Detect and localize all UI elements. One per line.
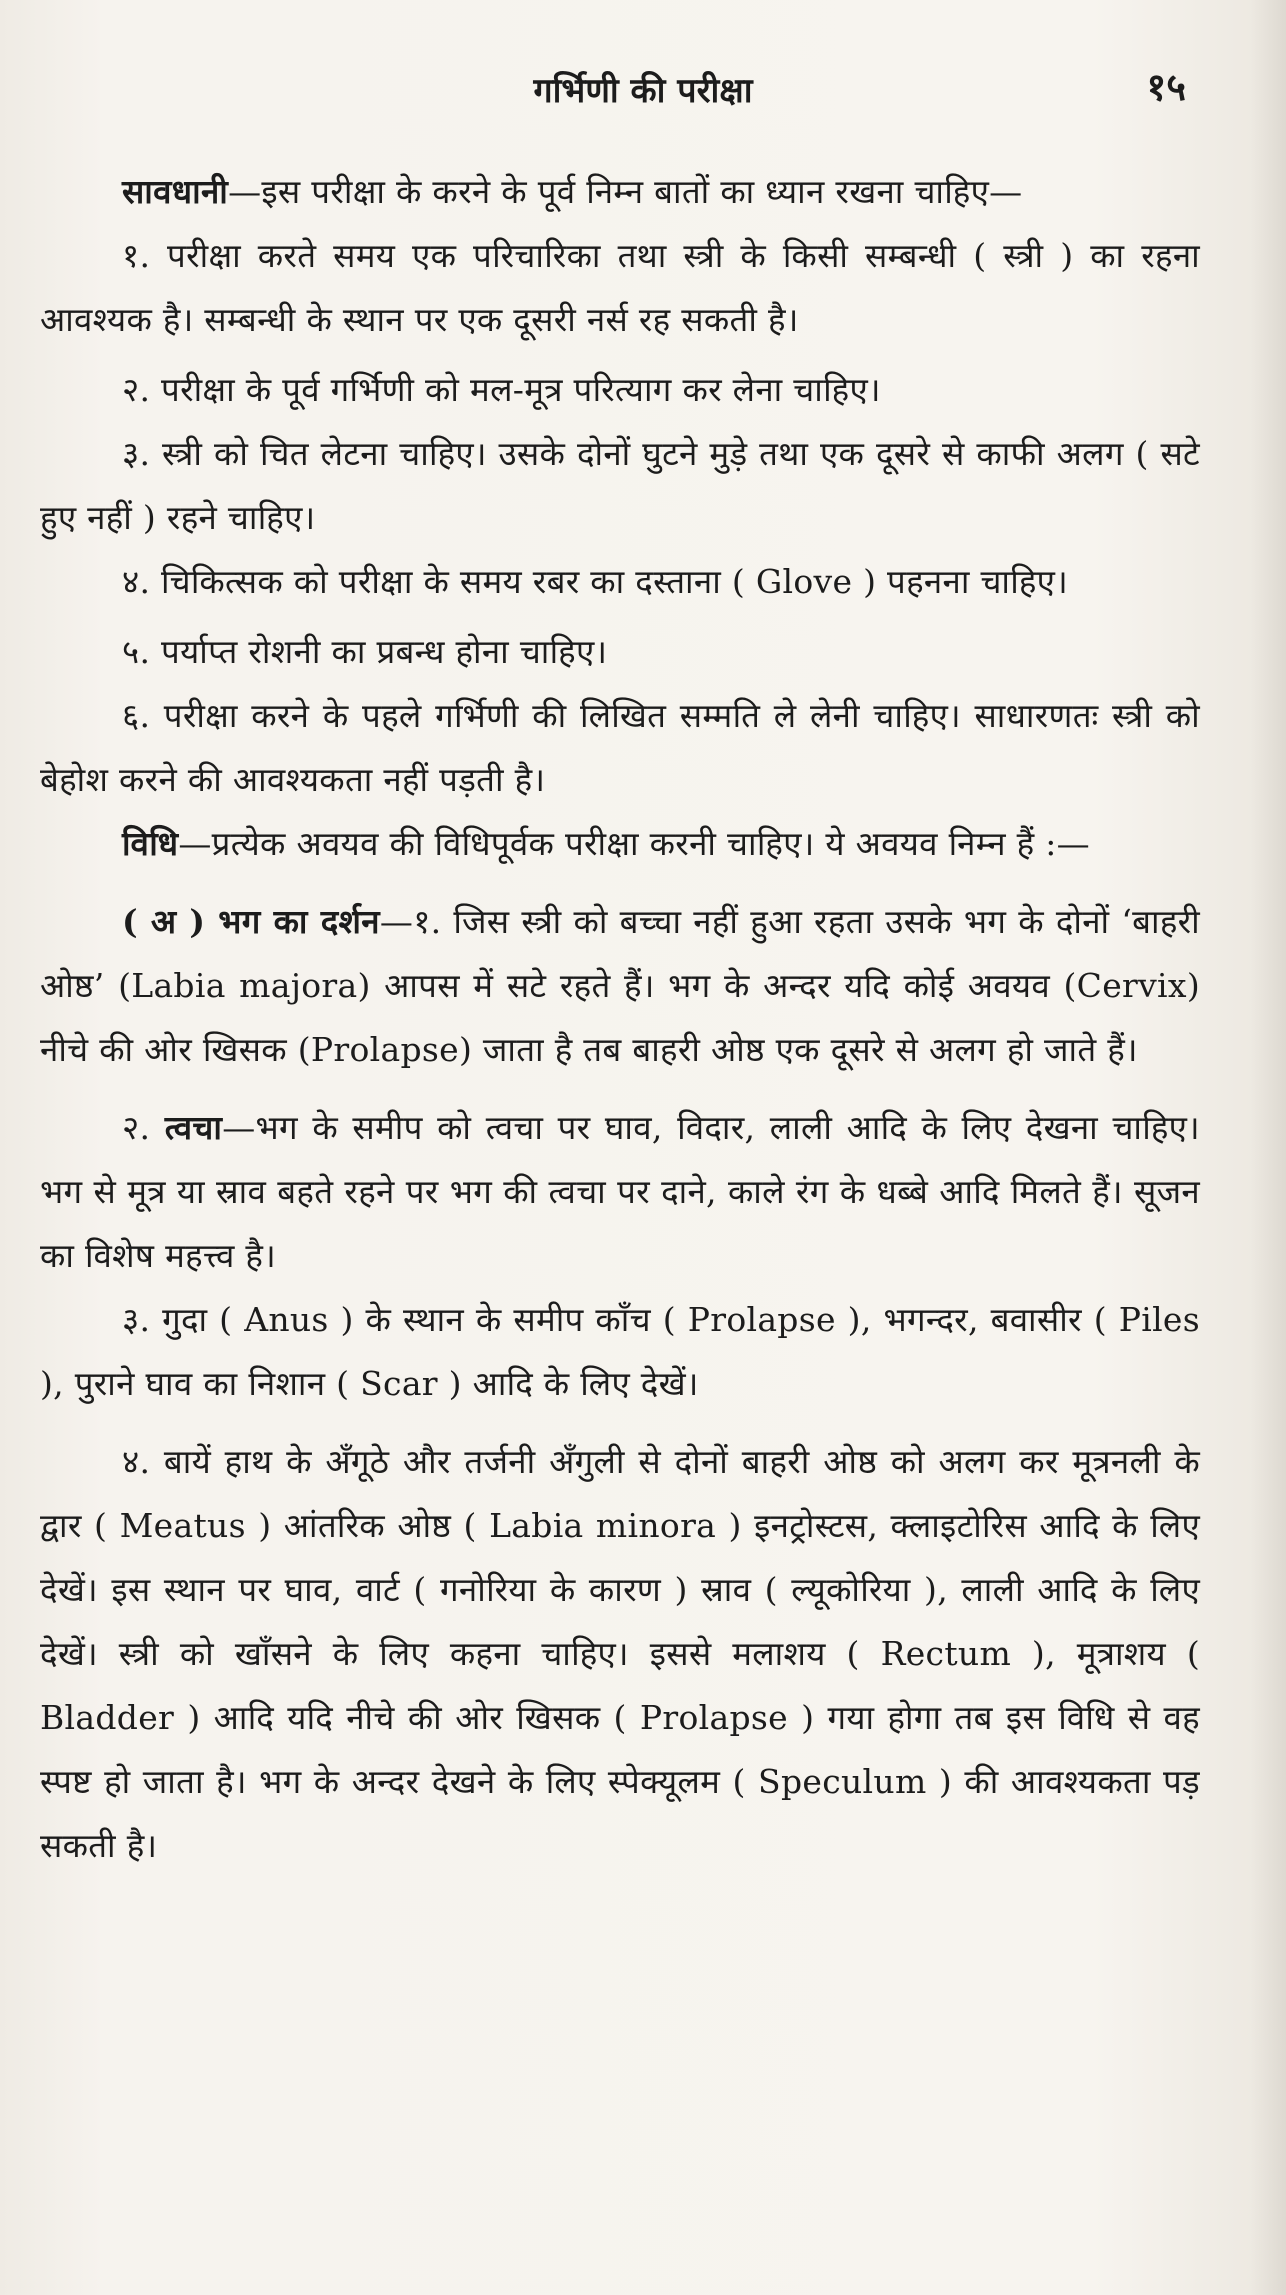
method-paragraph [40,812,1200,876]
precautions-heading: सावधानी [122,172,229,211]
method-intro: —प्रत्येक अवयव की विधिपूर्वक परीक्षा करनी चाहिए। ये अवयव निम्न हैं :— [178,824,1090,863]
running-head [0,60,1286,120]
section-a-item-2-heading: त्वचा [164,1108,223,1147]
precaution-item-5: ५. पर्याप्त रोशनी का प्रबन्ध होना चाहिए। [122,632,608,671]
precaution-item-6: ६. परीक्षा करने के पहले गर्भिणी की लिखित सम्मति ले लेनी चाहिए। साधारणतः स्त्री को बेहोश करने की आवश्यकता नहीं पड़ती है। [40,696,1200,799]
section-a-item-3: ३. गुदा ( Anus ) के स्थान के समीप काँच ( Prolapse ), भगन्दर, बवासीर ( Piles ), पुराने घाव का निशान ( Scar ) आदि के लिए देखें। [40,1300,1200,1403]
section-a-item-1 [40,890,1200,1082]
precautions-intro: —इस परीक्षा के करने के पूर्व निम्न बातों का ध्यान रखना चाहिए— [228,172,1023,211]
page-title: गर्भिणी की परीक्षा [533,71,753,111]
page-number: १५ [1146,64,1186,109]
section-a-item-4: ४. बायें हाथ के अँगूठे और तर्जनी अँगुली से दोनों बाहरी ओष्ठ को अलग कर मूत्रनली के द्वार ( Meatus ) आंतरिक ओष्ठ ( Labia minora ) इनट्रोस्टस, क्लाइटोरिस आदि के लिए देखें। इस स्थान पर घाव, वार्ट ( गनोरिया के कारण ) स्राव ( ल्यूकोरिया ), लाली आदि के लिए देखें। स्त्री को खाँसने के लिए कहना चाहिए। इससे मलाशय ( Rectum ), मूत्राशय ( Bladder ) आदि यदि नीचे की ओर खिसक ( Prolapse ) गया होगा तब इस विधि से वह स्पष्ट हो जाता है। भग के अन्दर देखने के लिए स्पेक्यूलम ( Speculum ) की आवश्यकता पड़ सकती है। [40,1442,1200,1865]
precaution-item-1: १. परीक्षा करते समय एक परिचारिका तथा स्त्री के किसी सम्बन्धी ( स्त्री ) का रहना आवश्यक है। सम्बन्धी के स्थान पर एक दूसरी नर्स रह सकती है। [40,236,1200,339]
body-text [40,160,1200,1878]
section-a-item-1-text: —१. जिस स्त्री को बच्चा नहीं हुआ रहता उसके भग के दोनों ‘बाहरी ओष्ठ’ (Labia majora) आपस में सटे रहते हैं। भग के अन्दर यदि कोई अवयव (Cervix) नीचे की ओर खिसक (Prolapse) जाता है तब बाहरी ओष्ठ एक दूसरे से अलग हो जाते हैं। [40,902,1200,1069]
precautions-paragraph [40,160,1200,224]
section-a-item-2-text: —भग के समीप को त्वचा पर घाव, विदार, लाली आदि के लिए देखना चाहिए। भग से मूत्र या स्राव बहते रहने पर भग की त्वचा पर दाने, काले रंग के धब्बे आदि मिलते हैं। सूजन का विशेष महत्त्व है। [40,1108,1200,1275]
precaution-item-2: २. परीक्षा के पूर्व गर्भिणी को मल-मूत्र परित्याग कर लेना चाहिए। [122,370,881,409]
section-a-item-2-number: २. [122,1108,151,1147]
precaution-item-4: ४. चिकित्सक को परीक्षा के समय रबर का दस्ताना ( Glove ) पहनना चाहिए। [122,562,1068,601]
section-a-heading: ( अ ) भग का दर्शन [122,902,380,941]
method-heading: विधि [122,824,179,863]
section-a-item-2 [40,1096,1200,1288]
precaution-item-3: ३. स्त्री को चित लेटना चाहिए। उसके दोनों घुटने मुड़े तथा एक दूसरे से काफी अलग ( सटे हुए नहीं ) रहने चाहिए। [40,434,1200,537]
